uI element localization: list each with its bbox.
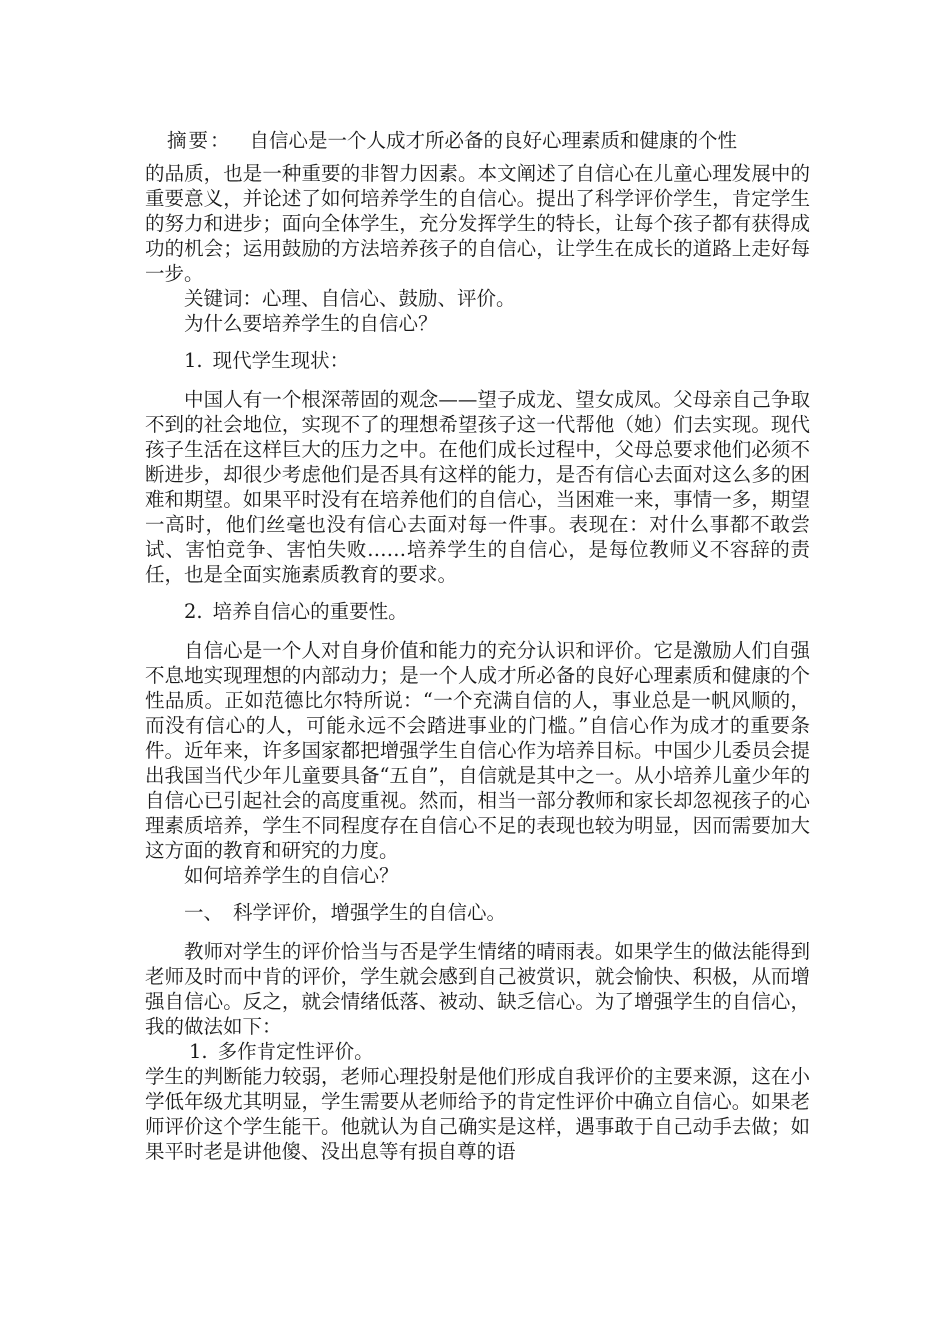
item-number: 一、 (184, 901, 224, 924)
item-title: 培养自信心的重要性。 (212, 600, 408, 623)
abstract-text: 的品质，也是一种重要的非智力因素。本文阐述了自信心在儿童心理发展中的重要意义，并论述了如何培养学生的自信心。提出了科学评价学生，肯定学生的努力和进步；面向全体学生，充分发挥学生的特长，让每个孩子都有获得成功的机会；运用鼓励的方法培养孩子的自信心，让学生在成长的道路上走好每一步。 (145, 162, 810, 285)
item-title: 多作肯定性评价。 (217, 1040, 374, 1063)
paragraph-importance: 自信心是一个人对自身价值和能力的充分认识和评价。它是激励人们自强不息地实现理想的内部动力；是一个人成才所必备的良好心理素质和健康的个性品质。正如范德比尔特所说：“一个充满自信的人，事业总是一帆风顺的，而没有信心的人，可能永远不会踏进事业的门槛。”自信心作为成才的重要条件。近年来，许多国家都把增强学生自信心作为培养目标。中国少儿委员会提出我国当代少年儿童要具备“五自”，自信就是其中之一。从小培养儿童少年的自信心已引起社会的高度重视。然而，相当一部分教师和家长却忽视孩子的心理素质培养，学生不同程度存在自信心不足的表现也较为明显，因而需要加大这方面的教育和研究的力度。 (145, 639, 810, 862)
abstract-text-first-line: 自信心是一个人成才所必备的良好心理素质和健康的个性 (249, 129, 738, 152)
item-number: 2. (184, 600, 203, 623)
item-heading-1 (145, 348, 810, 373)
item-title: 现代学生现状： (212, 349, 350, 372)
sub-heading-1 (145, 1039, 810, 1064)
item-title: 科学评价，增强学生的自信心。 (233, 901, 507, 924)
section-heading-why: 为什么要培养学生的自信心？ (184, 312, 438, 335)
item-heading-one (145, 900, 810, 925)
item-number: 1. (184, 349, 203, 372)
paragraph-positive-evaluation: 学生的判断能力较弱，老师心理投射是他们形成自我评价的主要来源，这在小学低年级尤其明显，学生需要从老师给予的肯定性评价中确立自信心。如果老师评价这个学生能干。他就认为自己确实是这样，遇事敢于自己动手去做；如果平时老是讲他傻、没出息等有损自尊的语 (145, 1065, 810, 1163)
abstract-first-line (145, 128, 810, 153)
item-number: 1. (189, 1040, 208, 1063)
item-heading-2 (145, 599, 810, 624)
paragraph-evaluation: 教师对学生的评价恰当与否是学生情绪的晴雨表。如果学生的做法能得到老师及时而中肯的评价，学生就会感到自己被赏识，就会愉快、积极，从而增强自信心。反之，就会情绪低落、被动、缺乏信心。为了增强学生的自信心，我的做法如下： (145, 940, 810, 1038)
abstract-label: 摘要： (167, 129, 232, 152)
paragraph-modern-students: 中国人有一个根深蒂固的观念——望子成龙、望女成凤。父母亲自己争取不到的社会地位，实现不了的理想希望孩子这一代帮他（她）们去实现。现代孩子生活在这样巨大的压力之中。在他们成长过程中，父母总要求他们必须不断进步，却很少考虑他们是否具有这样的能力，是否有信心去面对这么多的困难和期望。如果平时没有在培养他们的自信心，当困难一来，事情一多，期望一高时，他们丝毫也没有信心去面对每一件事。表现在：对什么事都不敢尝试、害怕竞争、害怕失败……培养学生的自信心，是每位教师义不容辞的责任，也是全面实施素质教育的要求。 (145, 388, 810, 586)
section-heading-how: 如何培养学生的自信心？ (184, 864, 399, 887)
keywords: 关键词：心理、自信心、鼓励、评价。 (184, 287, 516, 310)
document-page (145, 128, 810, 1164)
